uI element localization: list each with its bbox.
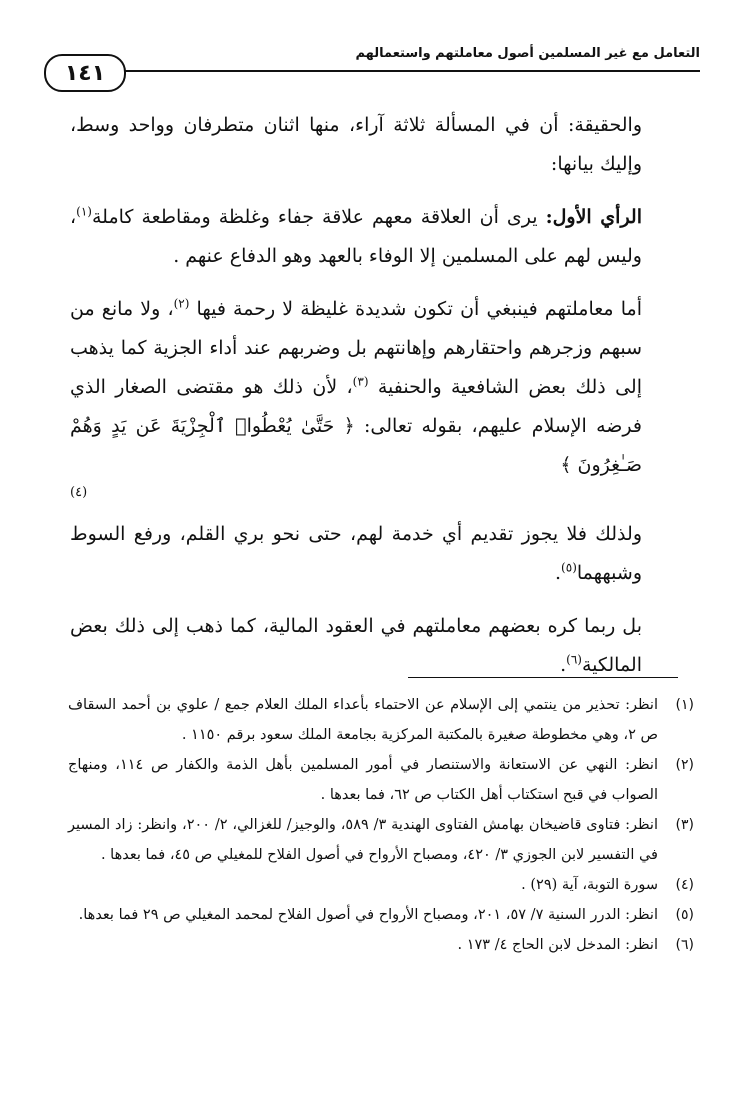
footnote-text: انظر: فتاوى قاضيخان بهامش الفتاوى الهندية ٣/ ٥٨٩، والوجيز/ للغزالي، ٢/ ٢٠٠، وانظر: زاد المسير في التفسير لابن الجوزي ٣/ ٤٢٠، ومصباح الأرواح في أصول الفلاح للمغيلي ص ٤٥، فما بعدها . xyxy=(68,817,658,863)
opinion-heading: الرأي الأول: xyxy=(545,206,642,228)
footnote-text: سورة التوبة، آية (٢٩) . xyxy=(521,877,658,893)
footnote-number: (٣) xyxy=(675,817,694,833)
footnote-number: (٤) xyxy=(675,877,694,893)
paragraph-contracts xyxy=(70,607,642,685)
footnote xyxy=(68,870,694,900)
footnote-ref-5[interactable]: (٥) xyxy=(561,560,577,575)
paragraph-intro xyxy=(70,106,642,184)
footnote-ref-2[interactable]: (٢) xyxy=(173,296,190,311)
footnote xyxy=(68,690,694,750)
paragraph-text: ، لأن ذلك هو مقتضى الصغار الذي فرضه الإسلام عليهم، بقوله تعالى: xyxy=(70,376,642,437)
paragraph-first-opinion xyxy=(70,198,642,276)
paragraph-text: والحقيقة: أن في المسألة ثلاثة آراء، منها اثنان متطرفان وواحد وسط، وإليك بيانها: xyxy=(70,114,642,175)
footnote xyxy=(68,750,694,810)
paragraph-text: بل ربما كره بعضهم معاملتهم في العقود المالية، كما ذهب إلى ذلك بعض المالكية xyxy=(70,615,642,676)
paragraph-text: أما معاملتهم فينبغي أن تكون شديدة غليظة لا رحمة فيها xyxy=(189,298,642,320)
paragraph-text: . xyxy=(560,654,567,676)
paragraph-service xyxy=(70,515,642,593)
footnote xyxy=(68,930,694,960)
footnote-text: انظر: المدخل لابن الحاج ٤/ ١٧٣ . xyxy=(457,937,658,953)
footnote-separator xyxy=(408,677,678,678)
paragraph-text: يرى أن العلاقة معهم علاقة جفاء وغلظة ومقاطعة كاملة xyxy=(91,206,546,228)
footnote-text: انظر: تحذير من ينتمي إلى الإسلام عن الاحتماء بأعداء الملك العلام جمع / علوي بن أحمد السقاف ص ٢، وهي مخطوطة صغيرة بالمكتبة المركزية بجامعة الملك سعود برقم ١١٥٠ . xyxy=(68,697,658,743)
footnote-text: انظر: الدرر السنية ٧/ ٥٧، ٢٠١، ومصباح الأرواح في أصول الفلاح لمحمد المغيلي ص ٢٩ فما بعدها. xyxy=(78,907,658,923)
footnote-ref-3[interactable]: (٣) xyxy=(352,374,369,389)
paragraph-text: ، وليس لهم على المسلمين إلا الوفاء بالعهد وهو الدفاع عنهم . xyxy=(70,206,642,267)
paragraph-text: ولذلك فلا يجوز تقديم أي خدمة لهم، حتى نحو بري القلم، ورفع السوط وشبههما xyxy=(70,523,642,584)
paragraph-text: . xyxy=(555,562,562,584)
footnote-number: (٥) xyxy=(675,907,694,923)
footnote-number: (٦) xyxy=(675,937,694,953)
main-text xyxy=(70,106,642,699)
page-header xyxy=(40,46,700,92)
header-rule xyxy=(102,70,700,72)
footnote-ref-1[interactable]: (١) xyxy=(76,204,92,219)
running-head: التعامل مع غير المسلمين أصول معاملتهم واستعمالهم xyxy=(349,46,700,61)
quran-verse: ﴿ حَتَّىٰ يُعْطُوا۟ ٱلْجِزْيَةَ عَن يَدٍ وَهُمْ صَـٰغِرُونَ ﴾ xyxy=(70,415,642,476)
paragraph-text: ، ولا مانع من سبهم وزجرهم واحتقارهم وإهانتهم بل وضربهم عند أداء الجزية كما يذهب إلى ذلك بعض الشافعية والحنفية xyxy=(70,298,642,398)
footnote-number: (٢) xyxy=(675,757,694,773)
paragraph-treatment xyxy=(70,290,642,501)
footnote-number: (١) xyxy=(675,697,694,713)
footnote xyxy=(68,810,694,870)
footnote-ref-4[interactable]: (٤) xyxy=(70,485,88,500)
footnote xyxy=(68,900,694,930)
footnotes xyxy=(68,690,694,960)
footnote-text: انظر: النهي عن الاستعانة والاستنصار في أمور المسلمين بأهل الذمة والكفار ص ١١٤، ومنهاج الصواب في قبح استكتاب أهل الكتاب ص ٦٢، فما بعدها . xyxy=(68,757,658,803)
page-number: ١٤١ xyxy=(44,54,126,92)
footnote-ref-6[interactable]: (٦) xyxy=(566,652,582,667)
